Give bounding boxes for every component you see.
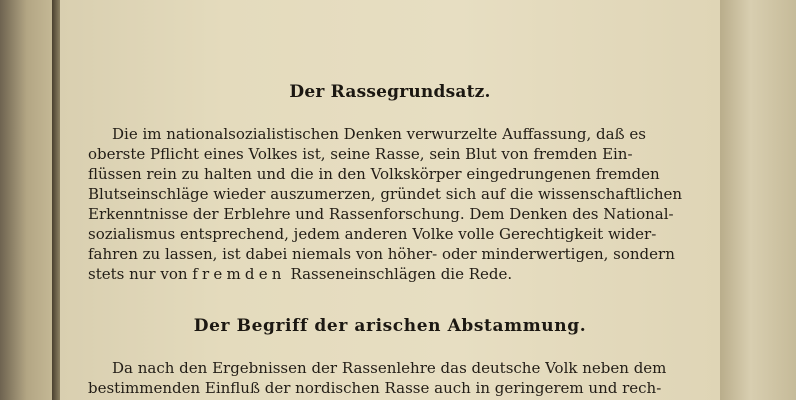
section-heading-rassegrundsatz: Der Rassegrundsatz. [289, 82, 491, 102]
text-line: sozialismus entsprechend, jedem anderen Volke volle Gerechtigkeit wider- [88, 225, 657, 243]
section-heading-arische-abstammung: Der Begriff der arischen Abstammung. [193, 316, 587, 336]
text-line: Die im nationalsozialistischen Denken verwurzelte Auffassung, daß es [112, 125, 646, 143]
left-page-edge [0, 0, 60, 400]
text-line: fahren zu lassen, ist dabei niemals von höher- oder minderwertigen, sondern [88, 245, 675, 263]
text-line: flüssen rein zu halten und die in den Volkskörper eingedrungenen fremden [88, 165, 660, 183]
text-line: bestimmenden Einfluß der nordischen Rasse auch in geringerem und rech- [88, 379, 662, 397]
text-fragment: Rasseneinschlägen die Rede. [285, 265, 513, 283]
text-line: Erkenntnisse der Erblehre und Rassenforschung. Dem Denken des National- [88, 205, 674, 223]
text-line: oberste Pflicht eines Volkes ist, seine Rasse, sein Blut von fremden Ein- [88, 145, 633, 163]
text-fragment: stets nur von [88, 265, 193, 283]
emphasized-word: fremden [192, 265, 286, 283]
right-page-edge [720, 0, 796, 400]
paragraph-arische-abstammung [88, 358, 700, 398]
book-page [60, 0, 720, 400]
text-line: Blutseinschläge wieder auszumerzen, gründet sich auf die wissenschaftlichen [88, 185, 683, 203]
text-line-last [88, 264, 700, 284]
text-line: Da nach den Ergebnissen der Rassenlehre das deutsche Volk neben dem [112, 359, 667, 377]
paragraph-rassegrundsatz [88, 124, 700, 284]
